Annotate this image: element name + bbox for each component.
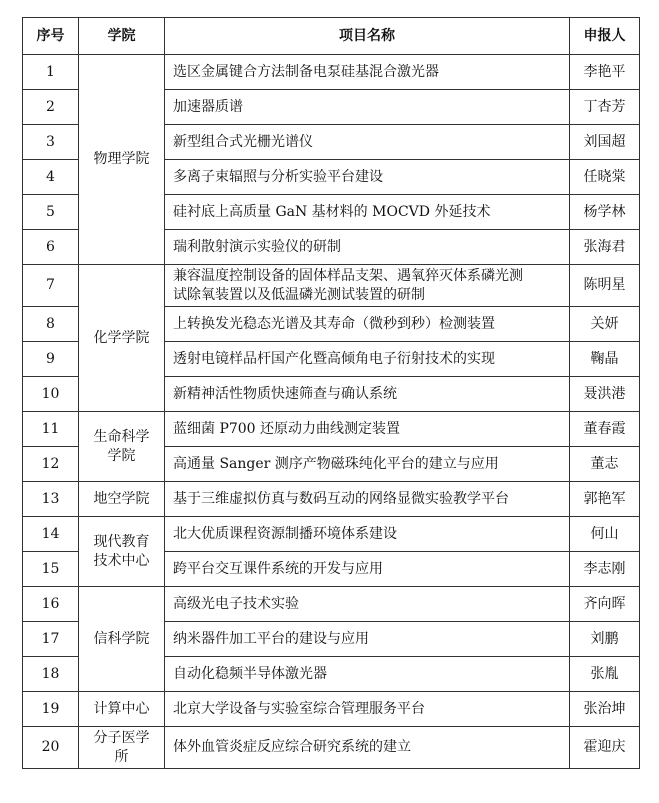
applicant-name: 霍迎庆 <box>570 727 640 769</box>
applicant-name: 刘鹏 <box>570 622 640 657</box>
applicant-name: 杨学林 <box>570 195 640 230</box>
row-number: 16 <box>23 587 79 622</box>
row-number: 17 <box>23 622 79 657</box>
college-cell-earth-space: 地空学院 <box>79 482 165 517</box>
row-number: 20 <box>23 727 79 769</box>
row-number: 3 <box>23 125 79 160</box>
college-cell-computing-center: 计算中心 <box>79 692 165 727</box>
project-table-container <box>22 17 639 769</box>
project-name: 选区金属键合方法制备电泵硅基混合激光器 <box>165 55 570 90</box>
row-number: 8 <box>23 307 79 342</box>
project-name: 硅衬底上高质量 GaN 基材料的 MOCVD 外延技术 <box>165 195 570 230</box>
project-name: 新精神活性物质快速筛查与确认系统 <box>165 377 570 412</box>
project-name: 高通量 Sanger 测序产物磁珠纯化平台的建立与应用 <box>165 447 570 482</box>
table-header-row <box>23 18 640 55</box>
project-name-line: 试除氧装置以及低温磷光测试装置的研制 <box>173 286 425 303</box>
applicant-name: 何山 <box>570 517 640 552</box>
applicant-name: 聂洪港 <box>570 377 640 412</box>
applicant-name: 张海君 <box>570 230 640 265</box>
table-row <box>23 517 640 552</box>
row-number: 5 <box>23 195 79 230</box>
project-name: 纳米器件加工平台的建设与应用 <box>165 622 570 657</box>
header-applicant: 申报人 <box>570 18 640 55</box>
applicant-name: 陈明星 <box>570 265 640 307</box>
applicant-name: 董志 <box>570 447 640 482</box>
applicant-name: 张治坤 <box>570 692 640 727</box>
college-name-line: 所 <box>114 748 129 765</box>
row-number: 11 <box>23 412 79 447</box>
applicant-name: 张胤 <box>570 657 640 692</box>
project-name: 跨平台交互课件系统的开发与应用 <box>165 552 570 587</box>
header-project: 项目名称 <box>165 18 570 55</box>
college-cell-info-science: 信科学院 <box>79 587 165 692</box>
applicant-name: 丁杏芳 <box>570 90 640 125</box>
project-name-line: 兼容温度控制设备的固体样品支架、遇氧猝灭体系磷光测 <box>173 267 523 284</box>
college-name-line: 现代教育 <box>93 533 150 550</box>
college-name-line: 生命科学 <box>93 428 150 445</box>
project-name: 蓝细菌 P700 还原动力曲线测定装置 <box>165 412 570 447</box>
applicant-name: 郭艳军 <box>570 482 640 517</box>
row-number: 1 <box>23 55 79 90</box>
row-number: 2 <box>23 90 79 125</box>
college-name-line: 分子医学 <box>93 729 150 746</box>
project-name: 基于三维虚拟仿真与数码互动的网络显微实验教学平台 <box>165 482 570 517</box>
table-row <box>23 412 640 447</box>
applicant-name: 董春霞 <box>570 412 640 447</box>
table-row <box>23 587 640 622</box>
table-row <box>23 727 640 769</box>
table-row <box>23 482 640 517</box>
college-name-line: 学院 <box>107 447 136 464</box>
project-name: 北大优质课程资源制播环境体系建设 <box>165 517 570 552</box>
header-college: 学院 <box>79 18 165 55</box>
applicant-name: 关妍 <box>570 307 640 342</box>
row-number: 12 <box>23 447 79 482</box>
project-name: 加速器质谱 <box>165 90 570 125</box>
college-name-line: 技术中心 <box>93 552 150 569</box>
row-number: 19 <box>23 692 79 727</box>
row-number: 7 <box>23 265 79 307</box>
project-name: 上转换发光稳态光谱及其寿命（微秒到秒）检测装置 <box>165 307 570 342</box>
applicant-name: 任晓棠 <box>570 160 640 195</box>
college-cell-physics: 物理学院 <box>79 55 165 265</box>
project-name: 透射电镜样品杆国产化暨高倾角电子衍射技术的实现 <box>165 342 570 377</box>
row-number: 6 <box>23 230 79 265</box>
row-number: 14 <box>23 517 79 552</box>
college-cell-life-sciences <box>79 412 165 482</box>
applicant-name: 李艳平 <box>570 55 640 90</box>
row-number: 10 <box>23 377 79 412</box>
project-name: 瑞利散射演示实验仪的研制 <box>165 230 570 265</box>
project-name: 体外血管炎症反应综合研究系统的建立 <box>165 727 570 769</box>
applicant-name: 刘国超 <box>570 125 640 160</box>
row-number: 4 <box>23 160 79 195</box>
header-index: 序号 <box>23 18 79 55</box>
row-number: 18 <box>23 657 79 692</box>
college-cell-molecular-medicine <box>79 727 165 769</box>
table-row <box>23 55 640 90</box>
project-table <box>22 17 640 769</box>
project-name: 新型组合式光栅光谱仪 <box>165 125 570 160</box>
row-number: 15 <box>23 552 79 587</box>
table-row <box>23 265 640 307</box>
applicant-name: 齐向晖 <box>570 587 640 622</box>
applicant-name: 鞠晶 <box>570 342 640 377</box>
project-name: 多离子束辐照与分析实验平台建设 <box>165 160 570 195</box>
project-name: 自动化稳频半导体激光器 <box>165 657 570 692</box>
row-number: 13 <box>23 482 79 517</box>
project-name: 高级光电子技术实验 <box>165 587 570 622</box>
project-name-multiline <box>165 265 570 307</box>
college-cell-chemistry: 化学学院 <box>79 265 165 412</box>
row-number: 9 <box>23 342 79 377</box>
table-row <box>23 692 640 727</box>
applicant-name: 李志刚 <box>570 552 640 587</box>
project-name: 北京大学设备与实验室综合管理服务平台 <box>165 692 570 727</box>
college-cell-education-tech <box>79 517 165 587</box>
